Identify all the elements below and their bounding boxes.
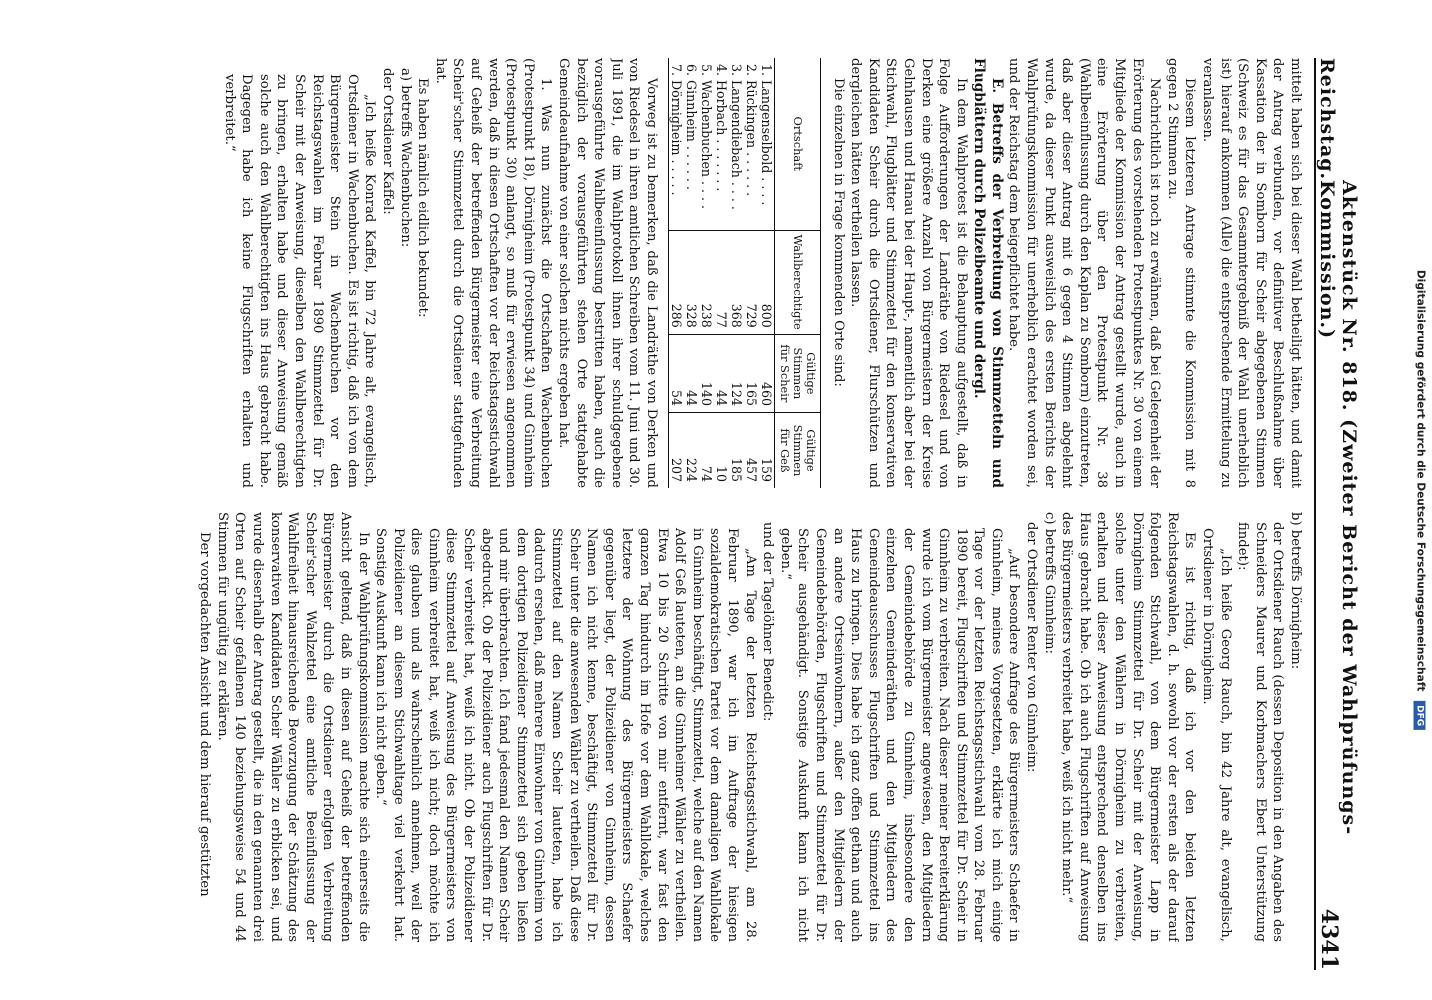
quote-paragraph: „Ich heiße Konrad Kaffel, bin 72 Jahre alt, evangelisch, Ortsdiener in Wachenbuchen. Es ist richtig, daß ich von dem Bürgermeister Stein in Wachenbuchen vor den Reichstagswahlen im Februar 1890 Stimmzettel für Dr. Scheir mit der Anweisung, dieselben den Wahlberechtigten zu bringen, erhalten habe und dieser Anweisung gemäß solche auch den Wahlberechtigten ins Haus gebracht habe. Dagegen habe ich keine Flugschriften erhalten und verbreitet.“ xyxy=(221,74,378,488)
paragraph: Vorweg ist zu bemerken, daß die Landräthe von Derken und von Riedesel in ihren amtlichen Schreiben vom 11. Juni und 30. Juli 1891, die im Wahlprotokoll ihnen ihrer schuldgegebene vorausgeführte Wahlbeeinflussung bestritten haben, auch die bezüglich der vorausgeführten stehen Orte stattgehabte Gemeindeaufnahme von einer solchen nichts ergeben hat. xyxy=(556,58,659,488)
digitization-credit xyxy=(1408,0,1432,1000)
table-cell: 328 xyxy=(684,230,699,334)
table-cell: 54 xyxy=(668,334,684,412)
credit-text: Digitalisierung gefördert durch die Deutsche Forschungsgemeinschaft xyxy=(1414,269,1427,692)
table-cell: 10 xyxy=(714,413,729,488)
header-left: Reichstag. xyxy=(1316,58,1338,181)
paragraph: Nachrichtlich ist noch zu erwähnen, daß bei Gelegenheit der Erörterung des vorstehenden Protestpunktes Nr. 30 von einem Mitgliede der Kommission der Antrag gestellt wurde, auch in eine Erörterung über den Protestpunkt Nr. 38 (Wahlbeeinflussung durch den Kaplan zu Somborn) einzutreten, daß aber dieser Antrag mit 6 gegen 4 Stimmen abgelehnt wurde, da dieser Punkt ausweislich des ersten Berichts der Wahlprüfungskommission für unerheblich erachtet worden sei, und der Reichstag dem beigepflichtet habe. xyxy=(1006,58,1163,488)
table-cell: 224 xyxy=(684,413,699,488)
table-cell: 286 xyxy=(668,230,684,334)
header-title: Aktenstück Nr. 818. (Zweiter Bericht der Wahlprüfungs-Kommission.) xyxy=(1316,180,1360,836)
table-cell: 185 xyxy=(729,413,744,488)
left-column xyxy=(40,58,1304,488)
paragraph: 1. Was nun zunächst die Ortschaften Wachenbuchen (Protestpunkt 18), Dörnigheim (Protestpunkt 34) und Ginnheim (Protestpunkt 30) anlangt, so muß für erwiesen angenommen werden, daß in diesen Ortschaften vor der Reichstagsstichwahl auf Geheiß der betreffenden Bürgermeister eine Verbreitung Scheir'scher Stimmzettel durch die Ortsdiener stattgefunden hat. xyxy=(432,58,554,488)
table-cell: 2. Rückingen . . . . . . xyxy=(743,64,759,197)
section-title: E. Betreffs der Verbreitung von Stimmzetteln und Flugblättern durch Polizeibeamte und dergl. xyxy=(971,58,1005,488)
paragraph: Diesem letzteren Antrage stimmte die Kommission mit 8 gegen 2 Stimmen zu. xyxy=(1164,58,1198,488)
table-cell: 1. Langenselbold . . . . xyxy=(758,64,774,206)
table-cell: 238 xyxy=(699,230,714,334)
table-cell: 77 xyxy=(714,230,729,334)
table-cell: 165 xyxy=(744,334,759,412)
table-cell: 4. Horbach . . . . . . . xyxy=(713,64,729,192)
table-cell: 457 xyxy=(744,413,759,488)
paragraph: mittelt haben sich bei dieser Wahl betheiligt hätten, und damit der Antrag verbunden, vor definitiver Beschlußnahme über Kassation der in Somborn für Scheir abgegebenen Stimmen (Schweiz es für das Gesammtergebniß der Wahl unerheblich ist) hierauf ankommen (Alle) die entsprechende Ermittelung zu veranlassen. xyxy=(1200,58,1303,488)
table-cell: 44 xyxy=(684,334,699,412)
quote-paragraph: „Ich heiße Georg Rauch, bin 42 Jahre alt, evangelisch, Ortsdiener in Dörnigheim. xyxy=(1200,528,1233,942)
table-cell: 74 xyxy=(699,413,714,488)
table-row xyxy=(759,58,775,488)
table-cell: 159 xyxy=(759,413,775,488)
table-cell: 207 xyxy=(668,413,684,488)
quote-paragraph: „Auf besondere Anfrage des Bürgermeisters Schaefer in Ginnheim, meines Vorgesetzten, erklärte ich mich einige Tage vor der letzten Reichstagsstichwahl vom 28. Februar 1890 bereit, Flugschriften und Stimmzettel für Dr. Scheir in Ginnheim zu verbreiten. Nach dieser meiner Bereiterklärung wurde ich vom Bürgermeister angewiesen, den Mitgliedern der Gemeindebehörde zu Ginnheim, insbesondere den einzelnen Gemeinderäthen und den Mitgliedern des Gemeindeausschusses Flugschriften und Stimmzettel ins Haus zu bringen. Dies habe ich ganz offen gethan und auch an andere Ortseinwohnern, außer den Mitgliedern der Gemeindebehörden, Flugschriften und Stimmzettel für Dr. Scheir ausgehändigt. Sonstige Auskunft kann ich nicht geben.“ xyxy=(777,528,1022,942)
table-cell: 800 xyxy=(759,230,775,334)
table-cell: 7. Dörnigheim . . . . . xyxy=(668,58,684,230)
paragraph: b) betreffs Dörnigheim: xyxy=(1288,512,1303,670)
locations-table xyxy=(668,58,821,488)
paragraph: der Ortsdiener Renter von Ginnheim: xyxy=(1024,522,1040,773)
paragraph: der Ortsdiener Rauch (dessen Deposition in den Angaben des Schneiders Maurer und Korbmachers Ebert Unterstützung findet): xyxy=(1235,522,1286,942)
table-cell: 44 xyxy=(714,334,729,412)
right-column xyxy=(40,512,1304,942)
table-header: Ortschaft xyxy=(774,58,820,230)
paragraph: a) betreffs Wachenbuchen: xyxy=(397,68,413,248)
table-row xyxy=(684,58,699,488)
paragraph: Der vorgedachten Ansicht und dem hierauf gestützten xyxy=(197,532,213,897)
table-row xyxy=(744,58,759,488)
table-header: Wahlberechtigte xyxy=(774,230,820,334)
table-cell: 6. Ginnheim . . . . . . xyxy=(683,64,699,190)
paragraph: In dem Wahlprotest ist die Behauptung aufgestellt, daß in Folge Aufforderungen der Landräthe von Riedesel und von Derken eine größere Anzahl von Bürgermeistern der Kreise Gelnhausen und Hanau bei der Haupt-, namentlich aber bei der Stichwahl, Flugblätter und Stimmzettel für den konservativen Kandidaten Scheir durch die Ortsdiener, Flurschützen und dergleichen hätten vertheilen lassen. xyxy=(848,58,969,488)
paragraph: Es ist richtig, daß ich vor den beiden letzten Reichstagswahlen, d. h. sowohl vor der ersten als der darauf folgenden Stichwahl, von dem Bürgermeister Lapp in Dörnigheim Stimmzettel für Dr. Scheir mit der Anweisung, solche unter den Wählern in Dörnigheim zu verbreiten, erhalten und dieser Anweisung entsprechend denselben ins Haus gebracht habe. Ob ich auch Flugschriften auf Anweisung des Bürgermeisters verbreitet habe, weiß ich nicht mehr.“ xyxy=(1059,512,1198,942)
credit-line xyxy=(1414,270,1427,730)
table-row xyxy=(699,58,714,488)
table-cell: 140 xyxy=(699,334,714,412)
table-header: Gültige Stimmen für Geß xyxy=(774,413,820,488)
paragraph: Es haben nämlich eidlich bekundet: xyxy=(415,78,431,318)
table-header: Gültige Stimmen für Scheir xyxy=(774,334,820,412)
table-row xyxy=(714,58,729,488)
table-cell: 460 xyxy=(759,334,775,412)
page-header xyxy=(1314,58,1360,970)
page-number: 4341 xyxy=(1316,908,1342,970)
paragraph: c) betreffs Ginnheim: xyxy=(1041,512,1057,654)
table-cell: 729 xyxy=(744,230,759,334)
dfg-logo: DFG xyxy=(1414,701,1426,730)
paragraph: der Ortsdiener Kaffel: xyxy=(380,68,396,215)
paragraph: In der Wahlprüfungskommission machte sich einerseits die Ansicht geltend, daß in diesen auf Geheiß der betreffenden Bürgermeister durch die Ortsdiener erfolgten Verbreitung Scheir'scher Wahlzettel eine amtliche Beeinflussung der Wahlfreiheit hinausreichende Bevorzugung der Schätzung des konservativen Kandidaten Scheir Wähler zu erblicken sei, und wurde dieserhalb der Antrag gestellt, die in den genannten drei Orten auf Scheir gefallenen 140 beziehungsweise 54 und 44 Stimmen für ungültig zu erklären. xyxy=(214,512,371,942)
table-cell: 3. Langendiebach . . . . xyxy=(728,64,744,210)
table-row xyxy=(668,58,684,488)
paragraph: und der Tagelöhner Benedict: xyxy=(760,522,776,722)
table-cell: 368 xyxy=(729,230,744,334)
table-cell: 124 xyxy=(729,334,744,412)
table-cell: 5. Wachenbuchen . . . . xyxy=(698,64,714,210)
table-row xyxy=(729,58,744,488)
quote-paragraph: „Am Tage der letzten Reichstagsstichwahl, am 28. Februar 1890, war ich im Auftrage der hiesigen sozialdemokratischen Partei vor dem damaligen Wahllokale in Ginnheim beschäftigt, Stimmzettel, welche auf den Namen Adolf Geß lauteten, an die Ginnheimer Wähler zu vertheilen. Etwa 10 bis 20 Schritte von mir entfernt, war fast den ganzen Tag hindurch im Hofe vor dem Wahllokale, welches letztere der Wohnung des Bürgermeisters Schaefer gegenüber liegt, der Polizeidiener von Ginnheim, dessen Namen ich nicht kenne, beschäftigt, Stimmzettel für Dr. Scheir unter die anwesenden Wähler zu vertheilen. Daß diese Stimmzettel auf den Namen Scheir lauteten, habe ich dadurch ersehen, daß mehrere Einwohner von Ginnheim von dem dortigen Polizeidiener Stimmzettel sich geben ließen und mir überbrachten. Ich fand jedesmal den Namen Scheir abgedruckt. Ob der Polizeidiener auch Flugschriften für Dr. Scheir verbreitet hat, weiß ich nicht. Ob der Polizeidiener diese Stimmzettel auf Anweisung des Bürgermeisters von Ginnheim verbreitet hat, weiß ich nicht; doch möchte ich dies glauben und als wahrscheinlich annehmen, weil der Polizeidiener an diesem Stichwahltage viel verkehrt hat. Sonstige Auskunft kann ich nicht geben.“ xyxy=(373,528,758,942)
paragraph: Die einzelnen in Frage kommenden Orte sind: xyxy=(830,78,846,387)
